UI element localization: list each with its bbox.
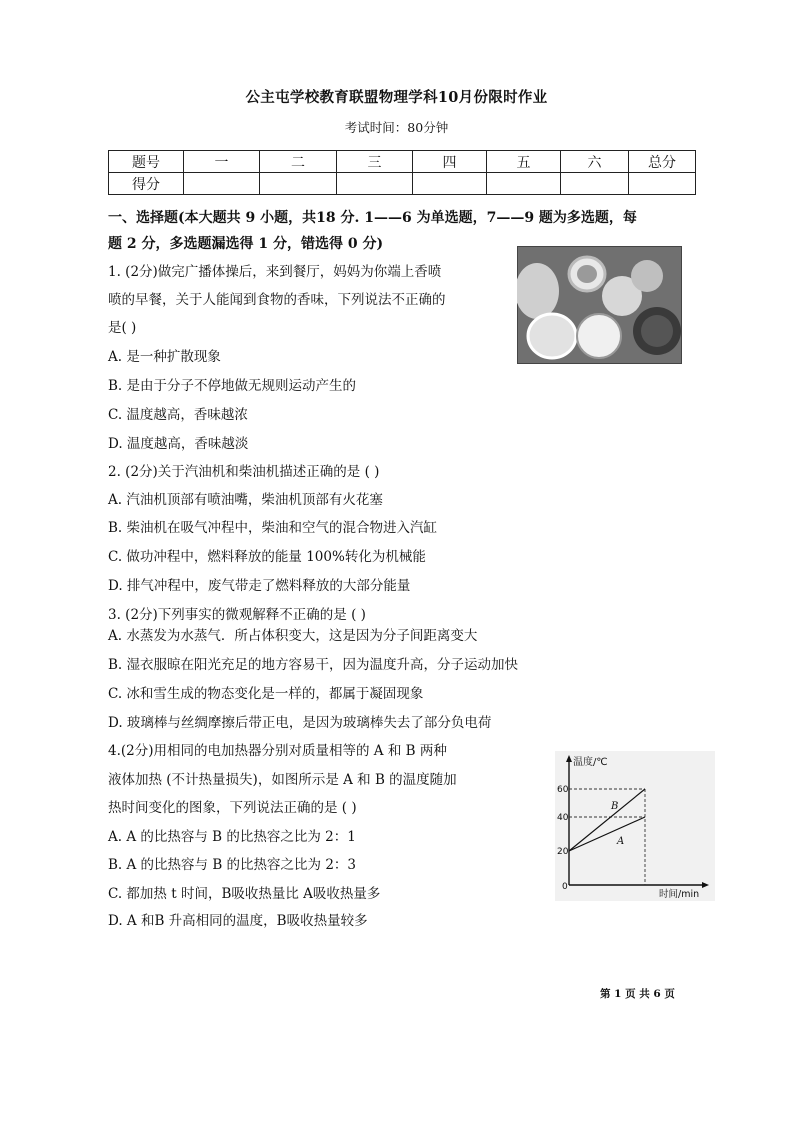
q1-stem: 1. (2分)做完广播体操后，来到餐厅，妈妈为你端上香喷 [108,264,442,280]
q1-option-d: D. 温度越高，香味越淡 [108,436,249,452]
q4-stem: 4.(2分)用相同的电加热器分别对质量相等的 A 和 B 两种 [108,743,447,759]
q2-stem: 2. (2分)关于汽油机和柴油机描述正确的是 ( ) [108,464,380,480]
line-b [569,789,645,851]
breakfast-photo-image [517,246,682,364]
q4-option-d: D. A 和B 升高相同的温度，B吸收热量较多 [108,913,368,929]
table-row [109,151,696,173]
q4-option-c: C. 都加热 t 时间，B吸收热量比 A吸收热量多 [108,886,381,902]
q2-option-c: C. 做功冲程中，燃料释放的能量 100%转化为机械能 [108,549,426,565]
score-cell[interactable] [337,173,413,195]
section-heading-cont: 题 2 分，多选题漏选得 1 分，错选得 0 分) [108,236,384,252]
q1-option-a: A. 是一种扩散现象 [108,349,221,365]
table-cell: 题号 [109,151,184,173]
q4-stem: 热时间变化的图象，下列说法正确的是 ( ) [108,800,357,816]
table-cell: 得分 [109,173,184,195]
q4-stem: 液体加热 (不计热量损失)，如图所示是 A 和 B 的温度随加 [108,772,457,788]
y-tick-40: 40 [557,813,569,823]
table-cell: 一 [184,151,260,173]
y-tick-20: 20 [557,847,569,857]
label-b: B [611,801,619,812]
origin-label: 0 [562,882,568,892]
page-number: 第 1 页 共 6 页 [600,988,675,1000]
q2-option-d: D. 排气冲程中，废气带走了燃料释放的大部分能量 [108,578,411,594]
score-cell[interactable] [487,173,561,195]
q1-stem: 是( ) [108,320,137,336]
score-cell[interactable] [629,173,696,195]
table-cell: 二 [260,151,337,173]
label-a: A [617,836,625,847]
score-table [108,150,696,195]
section-heading: 一、选择题(本大题共 9 小题，共18 分. 1——6 为单选题，7——9 题为多选题，每 [108,210,637,226]
q2-option-b: B. 柴油机在吸气冲程中，柴油和空气的混合物进入汽缸 [108,520,438,536]
x-axis-label: 时间/min [659,889,700,900]
score-cell[interactable] [184,173,260,195]
q3-stem: 3. (2分)下列事实的微观解释不正确的是 ( ) [108,607,366,623]
temperature-time-graph [555,751,715,901]
q4-option-b: B. A 的比热容与 B 的比热容之比为 2：3 [108,857,357,873]
score-cell[interactable] [561,173,629,195]
y-tick-60: 60 [557,785,569,795]
exam-time: 考试时间：80分钟 [344,120,449,135]
table-cell: 三 [337,151,413,173]
x-axis-arrow-icon [702,882,709,888]
table-cell: 总分 [629,151,696,173]
graph-svg [555,751,715,901]
page-title: 公主屯学校教育联盟物理学科10月份限时作业 [245,89,548,106]
q2-option-a: A. 汽油机顶部有喷油嘴，柴油机顶部有火花塞 [108,492,383,508]
q1-option-c: C. 温度越高，香味越浓 [108,407,248,423]
q3-option-a: A. 水蒸发为水蒸气．所占体积变大，这是因为分子间距离变大 [108,628,478,644]
table-cell: 六 [561,151,629,173]
line-a [569,817,645,851]
q1-stem: 喷的早餐，关于人能闻到食物的香味，下列说法不正确的 [108,292,446,308]
y-axis-label: 温度/℃ [573,757,608,768]
q3-option-b: B. 湿衣服晾在阳光充足的地方容易干，因为温度升高，分子运动加快 [108,657,519,673]
score-cell[interactable] [413,173,487,195]
q3-option-c: C. 冰和雪生成的物态变化是一样的，都属于凝固现象 [108,686,424,702]
score-cell[interactable] [260,173,337,195]
table-row [109,173,696,195]
y-axis-arrow-icon [566,755,572,762]
q3-option-d: D. 玻璃棒与丝绸摩擦后带正电，是因为玻璃棒失去了部分负电荷 [108,715,492,731]
q4-option-a: A. A 的比热容与 B 的比热容之比为 2：1 [108,829,356,845]
breakfast-photo [517,246,682,364]
q1-option-b: B. 是由于分子不停地做无规则运动产生的 [108,378,357,394]
table-cell: 四 [413,151,487,173]
table-cell: 五 [487,151,561,173]
